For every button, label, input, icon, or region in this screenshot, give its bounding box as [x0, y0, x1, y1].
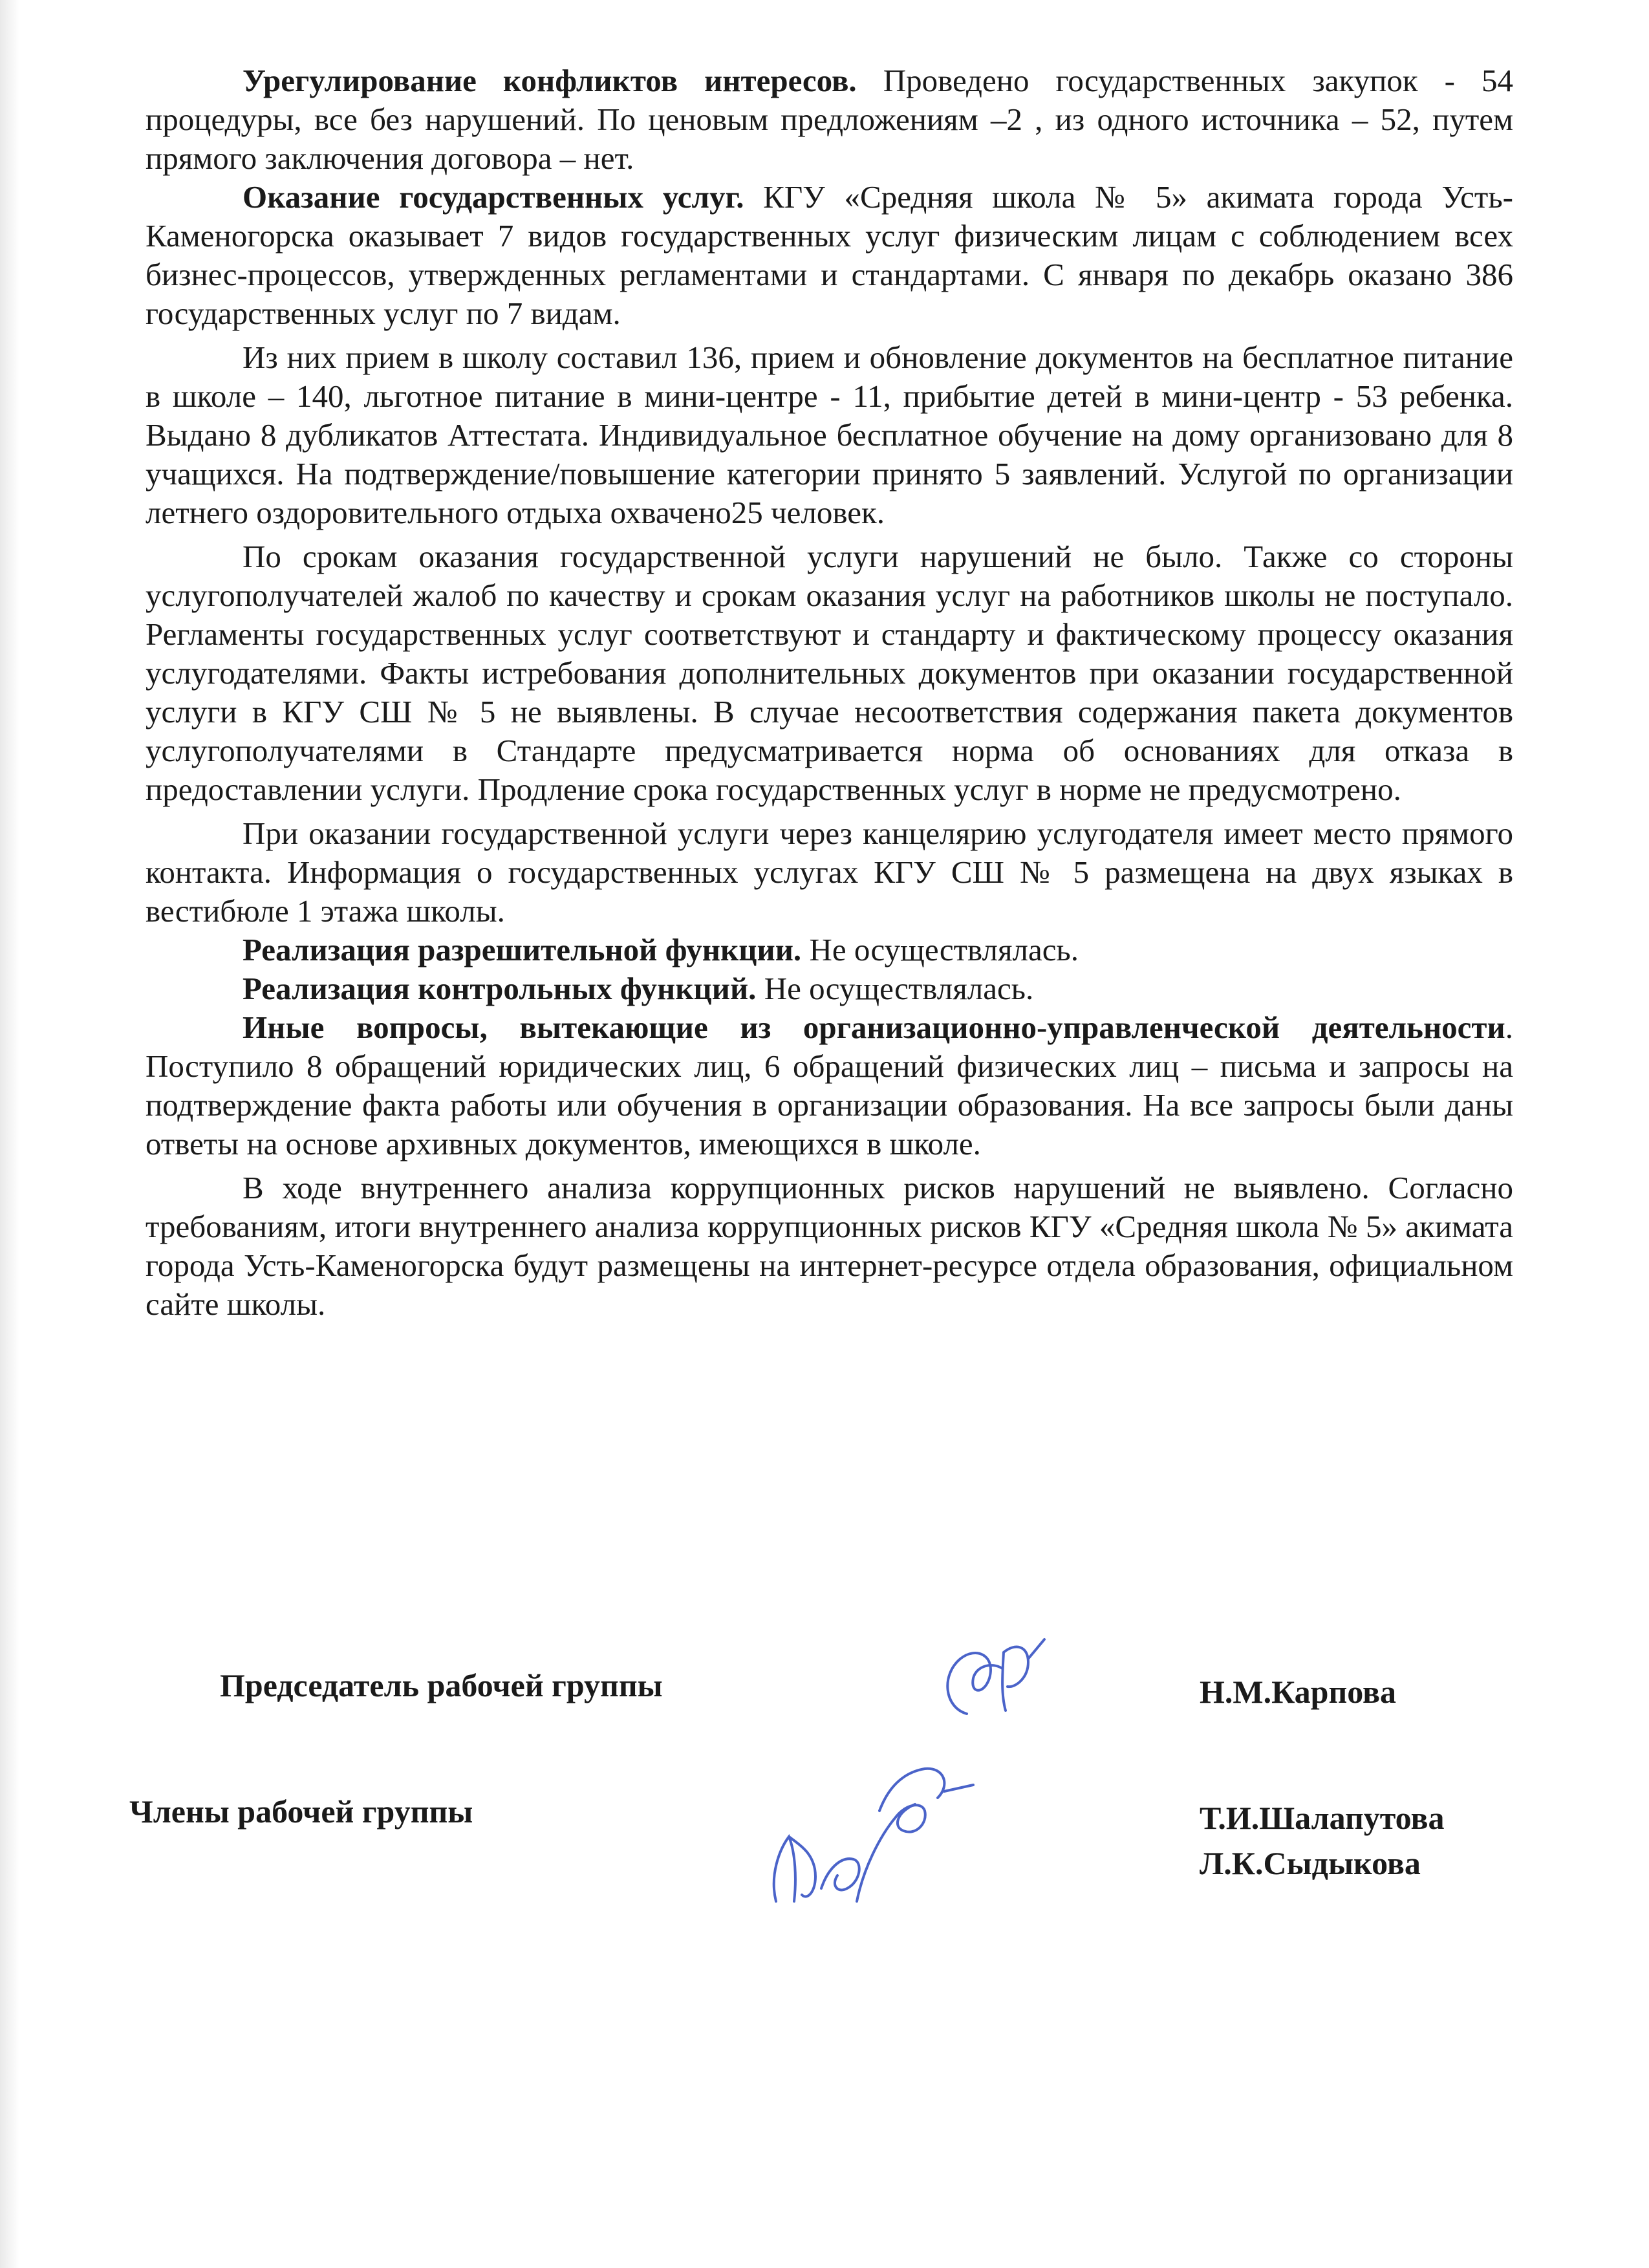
members-title: Члены рабочей группы: [129, 1793, 473, 1830]
paragraph-public-services: [146, 178, 1513, 333]
paragraph-text: При оказании государственной услуги через канцелярию услугодателя имеет место прямого контакта. Информация о государственных услугах КГУ СШ № 5 размещена на двух языках в вестибюле 1 этажа школы.: [146, 815, 1513, 929]
member-name-2: Л.К.Сыдыкова: [1200, 1845, 1421, 1881]
scan-edge-shadow: [0, 0, 19, 2268]
paragraph-text: По срокам оказания государственной услуги нарушений не было. Также со стороны услугополучателей жалоб по качеству и срокам оказания услуг на работников школы не поступало. Регламенты государственных услуг соответствуют и стандарту и фактическому процессу оказания услугодателями. Факты истребования дополнительных документов при оказании государственной услуги в КГУ СШ № 5 не выявлены. В случае несоответствия содержания пакета документов услугополучателями в Стандарте предусматривается норма об основаниях для отказа в предоставлении услуги. Продление срока государственных услуг в норме не предусмотрено.: [146, 539, 1513, 807]
paragraph-text: . Поступило 8 обращений юридических лиц, 6 обращений физических лиц – письма и запросы на подтверждение факта работы или обучения в организации образования. На все запросы были даны ответы на основе архивных документов, имеющихся в школе.: [146, 1010, 1513, 1161]
paragraph-other-issues: [146, 1008, 1513, 1163]
chair-title: Председатель рабочей группы: [220, 1667, 663, 1703]
paragraph-service-terms: [146, 537, 1513, 809]
paragraph-lead: Урегулирование конфликтов интересов.: [242, 63, 857, 98]
paragraph-conflict-of-interest: [146, 61, 1513, 178]
members-signature: [750, 1740, 996, 1927]
paragraph-lead: Реализация разрешительной функции.: [242, 932, 802, 967]
chair-signature: [931, 1630, 1061, 1746]
paragraph-lead: Оказание государственных услуг.: [242, 179, 744, 215]
paragraph-office-contact: [146, 814, 1513, 931]
paragraph-lead: Иные вопросы, вытекающие из организационно-управленческой деятельности: [242, 1010, 1505, 1045]
chair-name: Н.М.Карпова: [1200, 1674, 1397, 1710]
paragraph-text: Не осуществлялась.: [756, 971, 1034, 1006]
paragraph-text: Из них прием в школу составил 136, прием и обновление документов на бесплатное питание в школе – 140, льготное питание в мини-центре - 11, прибытие детей в мини-центр - 53 ребенка. Выдано 8 дубликатов Аттестата. Индивидуальное бесплатное обучение на дому организовано для 8 учащихся. На подтверждение/повышение категории принято 5 заявлений. Услугой по организации летнего оздоровительного отдыха охвачено25 человек.: [146, 340, 1513, 530]
paragraph-control-function: [146, 969, 1513, 1008]
paragraph-permit-function: [146, 931, 1513, 969]
paragraph-text: Не осуществлялась.: [801, 932, 1079, 967]
paragraph-text: КГУ «Средняя школа № 5» акимата города Усть-Каменогорска оказывает 7 видов государственных услуг физическим лицам с соблюдением всех бизнес-процессов, утвержденных регламентами и стандартами. С января по декабрь оказано 386 государственных услуг по 7 видам.: [146, 179, 1513, 331]
paragraph-lead: Реализация контрольных функций.: [242, 971, 757, 1006]
paragraph-services-breakdown: [146, 338, 1513, 532]
paragraph-text: Проведено государственных закупок - 54 процедуры, все без нарушений. По ценовым предложениям –2 , из одного источника – 52, путем прямого заключения договора – нет.: [146, 63, 1513, 176]
member-name-1: Т.И.Шалапутова: [1200, 1800, 1445, 1836]
document-body: [146, 61, 1513, 1324]
paragraph-text: В ходе внутреннего анализа коррупционных рисков нарушений не выявлено. Согласно требованиям, итоги внутреннего анализа коррупционных рисков КГУ «Средняя школа № 5» акимата города Усть-Каменогорска будут размещены на интернет-ресурсе отдела образования, официальном сайте школы.: [146, 1170, 1513, 1322]
paragraph-conclusion: [146, 1169, 1513, 1324]
